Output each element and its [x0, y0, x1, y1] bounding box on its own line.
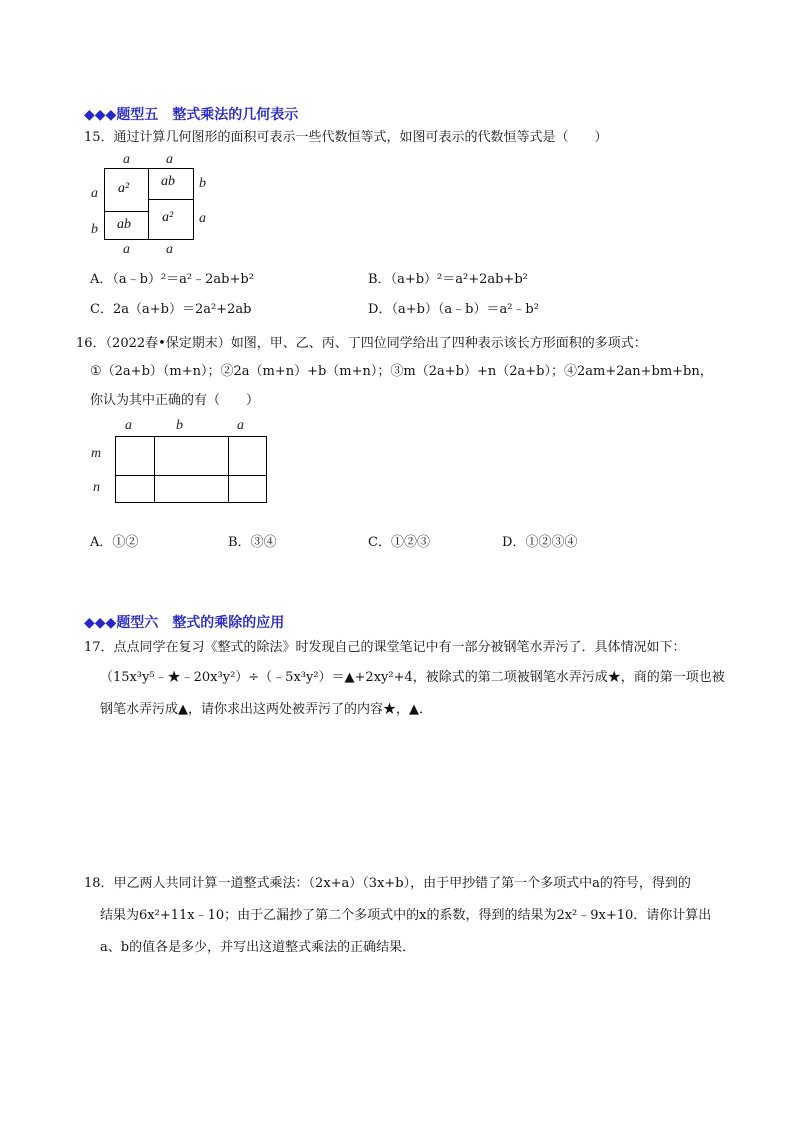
- option-b[interactable]: [368, 270, 528, 290]
- question-text: （2022春•保定期末）如图，甲、乙、丙、丁四位同学给出了四种表示该长方形面积的多项式：: [105, 336, 647, 351]
- section-label: 题型五: [116, 107, 159, 123]
- option-text: （a+b）（a﹣b）＝a²﹣b²: [391, 302, 539, 317]
- right-label: a: [199, 211, 206, 226]
- option-a[interactable]: [90, 533, 138, 553]
- option-letter: A．: [90, 535, 113, 550]
- option-text: 2a（a+b）＝2a²+2ab: [112, 302, 252, 317]
- cell-value: a²: [118, 181, 130, 196]
- cell-value: ab: [161, 174, 175, 189]
- question-number: 15．: [84, 130, 114, 145]
- top-label: b: [176, 418, 183, 433]
- left-label: a: [91, 186, 98, 201]
- top-label: a: [237, 418, 244, 433]
- question-text: 点点同学在复习《整式的除法》时发现自己的课堂笔记中有一部分被钢笔水弄污了．具体情况如下：: [113, 640, 686, 655]
- section-title: 整式的乘除的应用: [172, 615, 285, 631]
- section-heading-5: [84, 104, 298, 124]
- diamond-bullets: ◆◆◆: [84, 615, 117, 631]
- option-letter: A．: [90, 272, 113, 287]
- option-letter: B．: [368, 272, 391, 287]
- row-divider: [115, 475, 267, 476]
- option-letter: B．: [228, 535, 251, 550]
- left-label: n: [93, 480, 100, 495]
- option-letter: C．: [368, 535, 391, 550]
- column-divider: [154, 436, 155, 503]
- section-heading-6: [84, 612, 284, 632]
- option-text: （a﹣b）²＝a²﹣2ab+b²: [112, 272, 254, 287]
- question-16-prompt: 你认为其中正确的有（ ）: [90, 393, 260, 408]
- option-d[interactable]: [502, 533, 577, 553]
- question-18-line-3: a、b的值各是多少，并写出这道整式乘法的正确结果．: [100, 940, 416, 955]
- left-label: b: [91, 222, 98, 237]
- question-17-line-1: [84, 638, 686, 658]
- option-d[interactable]: [368, 300, 539, 320]
- bottom-label: a: [166, 242, 173, 257]
- cell-value: a²: [162, 210, 174, 225]
- option-text: （a+b）²＝a²+2ab+b²: [390, 272, 528, 287]
- outer-rectangle: [115, 436, 267, 503]
- option-b[interactable]: [228, 533, 277, 553]
- question-17-line-2: （15x³y⁵﹣★﹣20x³y²）÷（﹣5x³y²）＝▲+2xy²+4，被除式的第二项被钢笔水弄污成★，商的第一项也被: [100, 670, 725, 685]
- top-label: a: [123, 152, 130, 167]
- question-number: 18．: [84, 876, 114, 891]
- question-text: 甲乙两人共同计算一道整式乘法：（2x+a）（3x+b），由于甲抄错了第一个多项式中a的符号，得到的: [113, 876, 691, 891]
- question-18-line-2: 结果为6x²+11x﹣10；由于乙漏抄了第二个多项式中的x的系数，得到的结果为2x²﹣9x+10．请你计算出: [100, 908, 712, 923]
- top-label: a: [125, 418, 132, 433]
- cell-value: ab: [117, 217, 131, 232]
- option-c[interactable]: [90, 300, 251, 320]
- option-letter: D．: [368, 302, 392, 317]
- option-text: ①②③④: [525, 535, 578, 550]
- option-letter: C．: [90, 302, 113, 317]
- question-17-line-3: 钢笔水弄污成▲，请你求出这两处被弄污了的内容★，▲．: [100, 702, 432, 717]
- top-label: a: [166, 152, 173, 167]
- option-a[interactable]: [90, 270, 254, 290]
- question-number: 17．: [84, 640, 114, 655]
- column-divider: [228, 436, 229, 503]
- section-title: 整式乘法的几何表示: [172, 107, 299, 123]
- diamond-bullets: ◆◆◆: [84, 107, 117, 123]
- option-c[interactable]: [368, 533, 430, 553]
- question-16-expressions: ①（2a+b）（m+n）；②2a（m+n）+b（m+n）；③m（2a+b）+n（2a+b）；④2am+2an+bm+bn，: [90, 364, 713, 379]
- option-text: ③④: [250, 535, 277, 550]
- option-text: ①②: [112, 535, 139, 550]
- question-15-stem: [84, 128, 608, 148]
- section-label: 题型六: [116, 615, 159, 631]
- question-number: 16．: [76, 336, 106, 351]
- question-16-stem: [76, 334, 647, 354]
- question-text: 通过计算几何图形的面积可表示一些代数恒等式，如图可表示的代数恒等式是（ ）: [113, 130, 608, 145]
- option-letter: D．: [502, 535, 526, 550]
- right-label: b: [199, 176, 206, 191]
- question-18-line-1: [84, 874, 691, 894]
- option-text: ①②③: [390, 535, 430, 550]
- bottom-label: a: [123, 242, 130, 257]
- left-label: m: [91, 446, 102, 461]
